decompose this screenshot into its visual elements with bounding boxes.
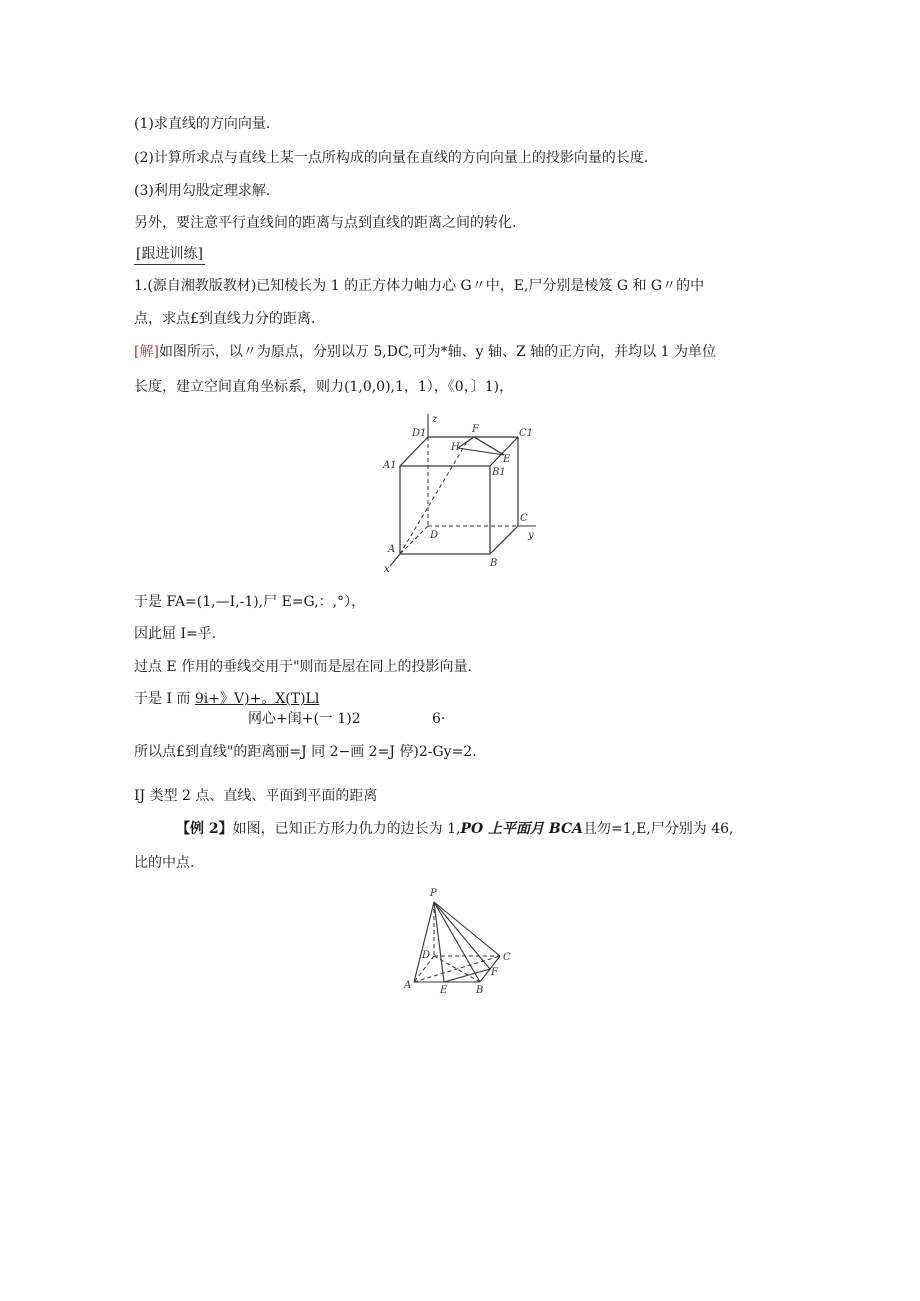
solution-line-4: 因此屈 I=乎. [134, 626, 217, 642]
cube-label-c: C [520, 513, 528, 524]
example-2-line-1: 【例 2】如图，已知正方形力仇力的边长为 1,PO 上平面月 BCA且勿=1,E,尸分别为 46, [176, 821, 734, 837]
practice-heading: [跟进训练] [134, 244, 205, 265]
example-2-line-2: 比的中点. [134, 855, 195, 871]
pyramid-label-f: F [491, 967, 498, 978]
cube-label-b: B [490, 558, 498, 569]
solution-line-7b: 6· [432, 711, 446, 727]
cube-label-a1: A1 [383, 460, 397, 471]
solution-line-3: 于是 FA=(1,—I,-1),尸 E=G,：,°）， [134, 594, 366, 610]
cube-label-h: H [451, 442, 460, 453]
pyramid-label-d: D [422, 950, 431, 961]
cube-label-d1: D1 [412, 428, 427, 439]
solution-line-8: 所以点£到直线"的距离丽=J 同 2−画 2=J 停)2-Gy=2. [134, 744, 477, 760]
pyramid-label-a: A [404, 980, 412, 991]
solution-line-7a: 网心+闺+(一 1)2 [248, 711, 361, 727]
method-note: 另外，要注意平行直线间的距离与点到直线的距离之间的转化. [134, 215, 517, 231]
method-step-3: (3)利用勾股定理求解. [134, 183, 271, 199]
solution-line-1: [解]如图所示，以〃为原点，分别以万 5,DC,可为*轴、y 轴、Z 轴的正方向，并均以 1 为单位 [134, 344, 716, 360]
cube-figure [376, 410, 546, 575]
pyramid-label-e: E [440, 985, 448, 996]
pyramid-label-p: P [430, 888, 437, 899]
cube-label-f: F [472, 424, 479, 435]
cube-label-c1: C1 [519, 428, 534, 439]
cube-label-d: D [430, 530, 439, 541]
problem-1-line-1: 1.(源自湘教版教材)已知棱长为 1 的正方体力岫力心 G〃中，E,尸分别是棱笈 G 和 G〃的中 [134, 278, 705, 294]
cube-label-z: z [432, 414, 438, 425]
method-step-1: (1)求直线的方向向量. [134, 116, 271, 132]
pyramid-figure [398, 882, 518, 1000]
solution-line-5: 过点 E 作用的垂线交用于"则而是屋在同上的投影向量. [134, 659, 473, 675]
cube-label-e: E [503, 454, 511, 465]
solution-tag: [解] [134, 344, 159, 360]
cube-label-y: y [528, 530, 534, 541]
pyramid-label-b: B [476, 985, 484, 996]
cube-label-b1: B1 [492, 467, 506, 478]
pyramid-label-c: C [503, 952, 511, 963]
solution-line-2: 长度，建立空间直角坐标系，则力(1,0,0),1，1），《0，〕1)， [134, 379, 514, 395]
cube-label-x: x [384, 564, 390, 575]
method-step-2: (2)计算所求点与直线上某一点所构成的向量在直线的方向向量上的投影向量的长度. [134, 150, 649, 166]
cube-label-a: A [388, 544, 396, 555]
section-2-title: IJ 类型 2 点、直线、平面到平面的距离 [134, 788, 378, 804]
solution-line-6: 于是 I 而 9i+》V)+。X(T)Ll [134, 691, 320, 707]
problem-1-line-2: 点，求点£到直线力分的距离. [134, 311, 316, 327]
